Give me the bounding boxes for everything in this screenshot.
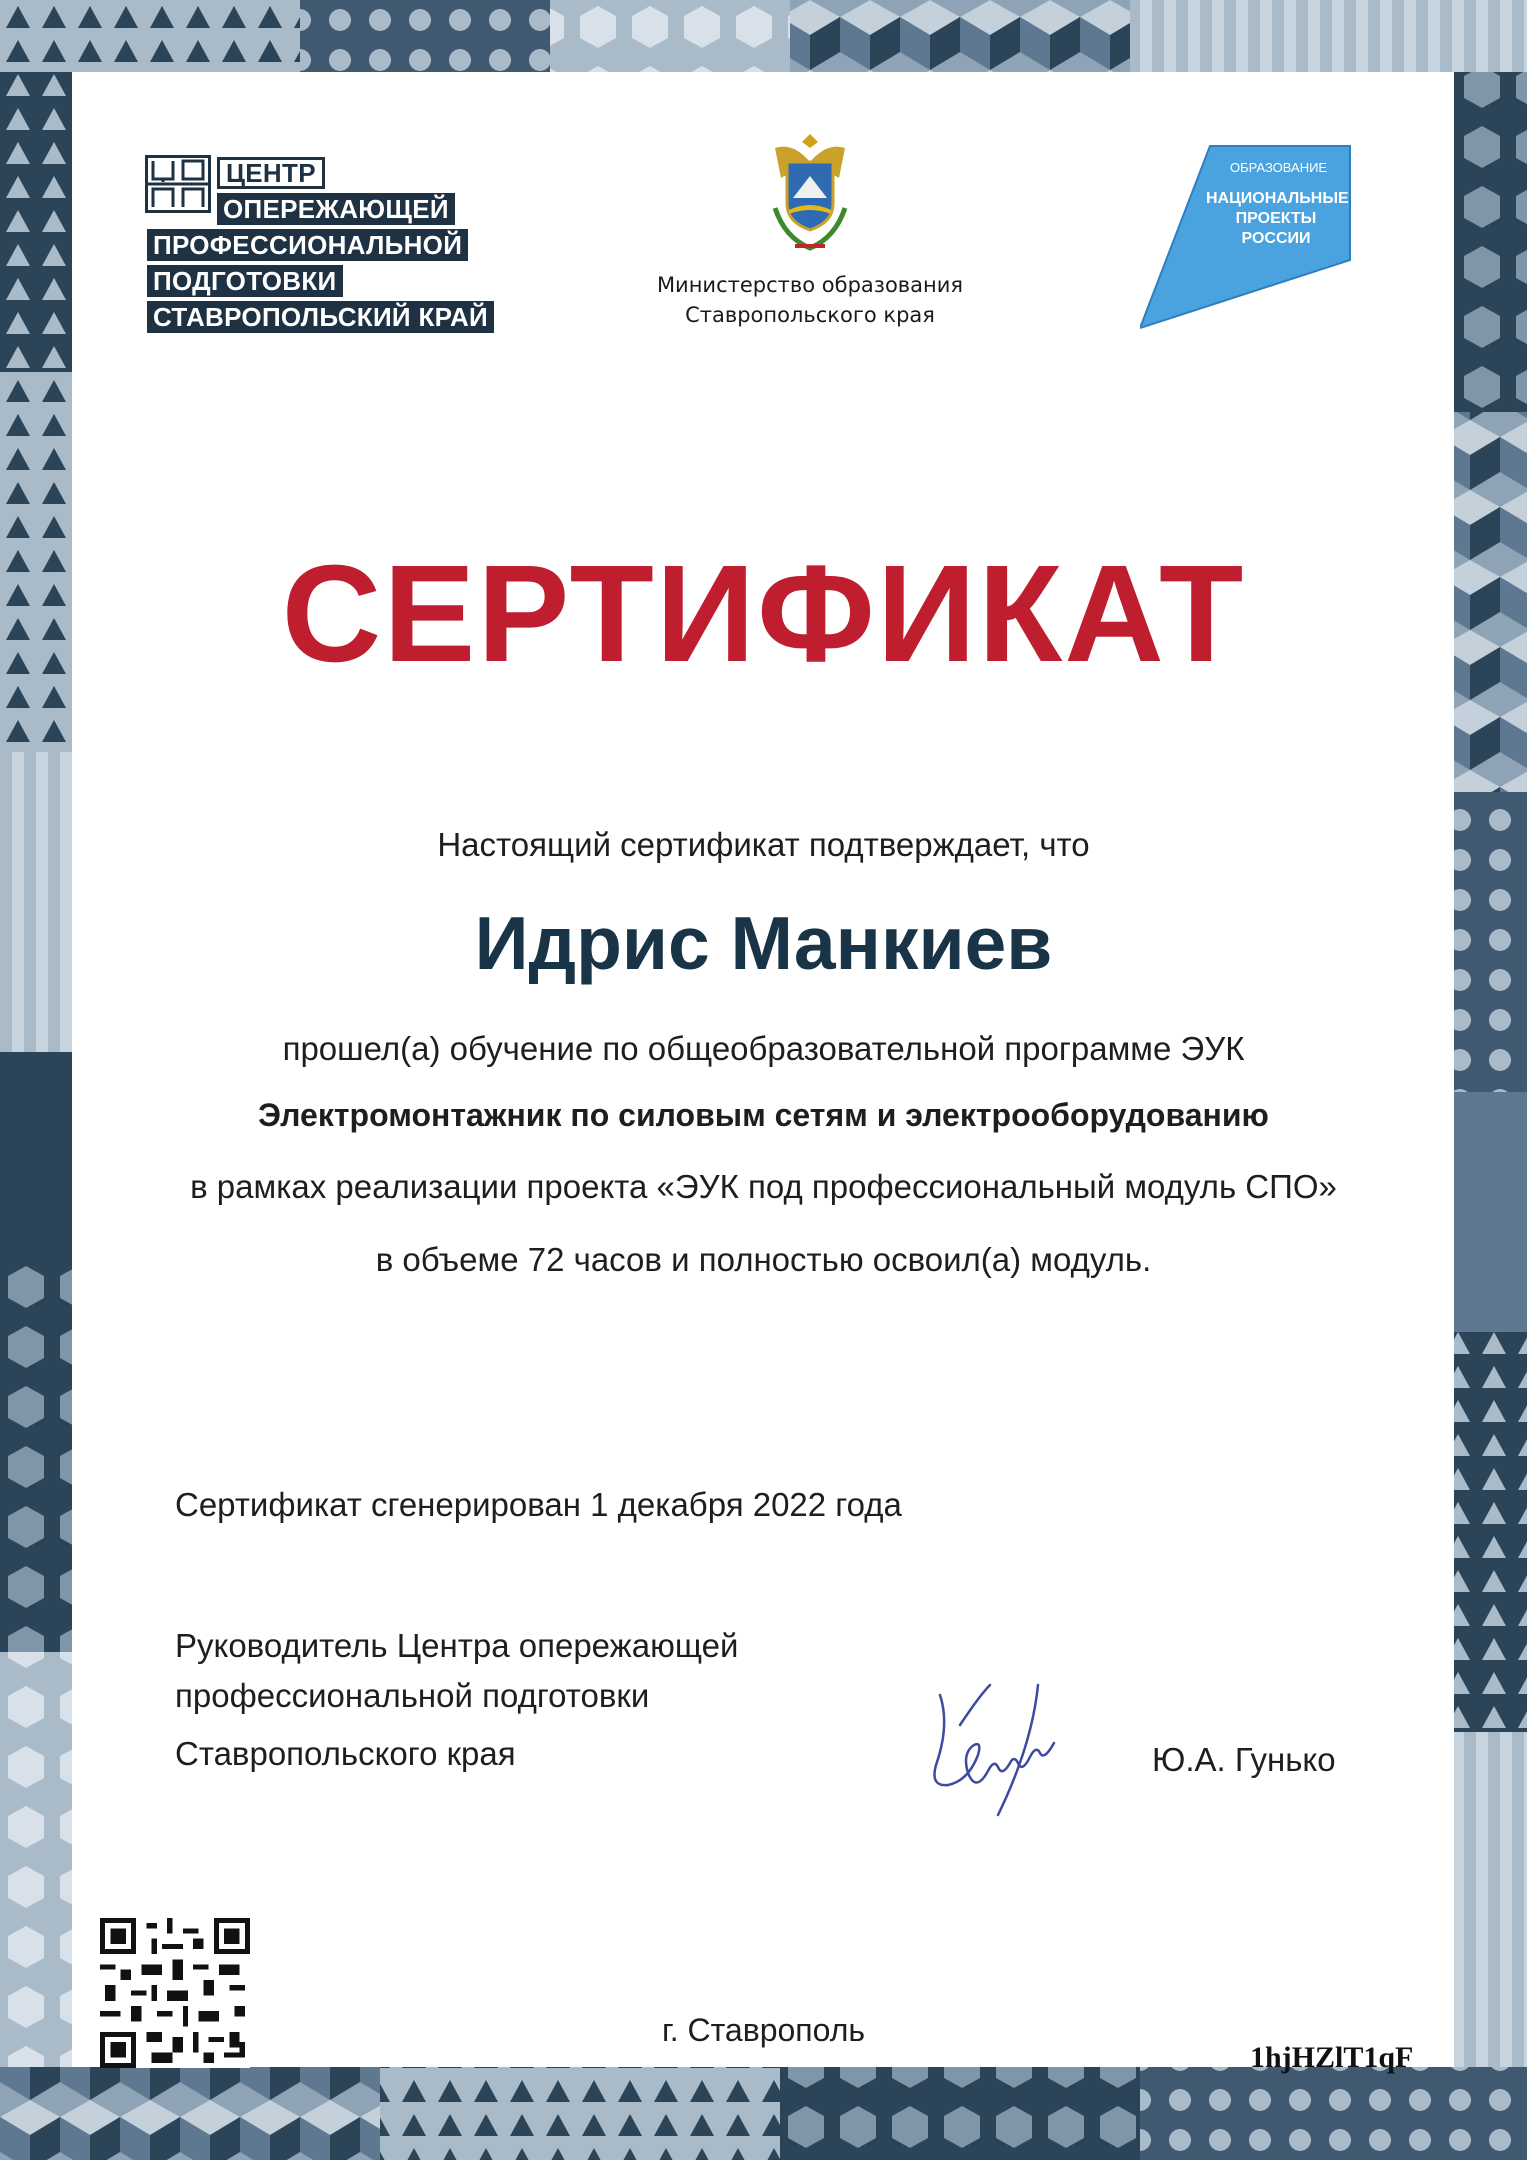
ministry-logo — [600, 128, 1020, 330]
national-projects-logo — [1140, 140, 1360, 330]
certificate-code: 1hjHZlT1qF — [1250, 2041, 1414, 2074]
program-name: Электромонтажник по силовым сетям и электрооборудованию — [258, 1097, 1269, 1133]
copp-line-3: ПРОФЕССИОНАЛЬНОЙ — [147, 229, 468, 261]
generated-date: Сертификат сгенерирован 1 декабря 2022 года — [175, 1486, 902, 1523]
signer-position-line-2: профессиональной подготовки — [175, 1677, 650, 1714]
copp-mark-icon — [145, 155, 211, 213]
signer-position — [175, 1621, 738, 1779]
project-statement: в рамках реализации проекта «ЭУК под профессиональный модуль СПО» — [190, 1168, 1337, 1205]
national-projects-line-2: ПРОЕКТЫ — [1235, 210, 1317, 227]
copp-logo — [145, 155, 525, 335]
stavropol-coat-of-arms-icon — [765, 128, 855, 258]
copp-line-2: ОПЕРЕЖАЮЩЕЙ — [217, 193, 455, 225]
certificate-title: СЕРТИФИКАТ — [281, 537, 1246, 691]
ministry-name-line-2: Ставропольского края — [685, 303, 935, 327]
completion-statement: прошел(а) обучение по общеобразовательной программе ЭУК — [282, 1030, 1245, 1067]
certificate-intro: Настоящий сертификат подтверждает, что — [437, 826, 1090, 863]
city-name: г. Ставрополь — [661, 2012, 866, 2048]
ministry-name-line-1: Министерство образования — [656, 273, 964, 297]
signer-name: Ю.А. Гунько — [1152, 1741, 1336, 1778]
national-projects-top: ОБРАЗОВАНИЕ — [1230, 160, 1328, 175]
recipient-name: Идрис Манкиев — [474, 901, 1053, 985]
copp-line-4: ПОДГОТОВКИ — [147, 265, 343, 297]
copp-line-5: СТАВРОПОЛЬСКИЙ КРАЙ — [147, 301, 494, 333]
signer-position-line-3: Ставропольского края — [175, 1735, 516, 1772]
national-projects-line-1: НАЦИОНАЛЬНЫЕ — [1206, 190, 1349, 207]
national-projects-line-3: РОССИИ — [1241, 230, 1311, 247]
signer-position-line-1: Руководитель Центра опережающей — [175, 1627, 739, 1664]
copp-line-1: ЦЕНТР — [217, 157, 325, 189]
handwritten-signature — [920, 1665, 1090, 1835]
volume-statement: в объеме 72 часов и полностью освоил(а) модуль. — [375, 1241, 1152, 1278]
